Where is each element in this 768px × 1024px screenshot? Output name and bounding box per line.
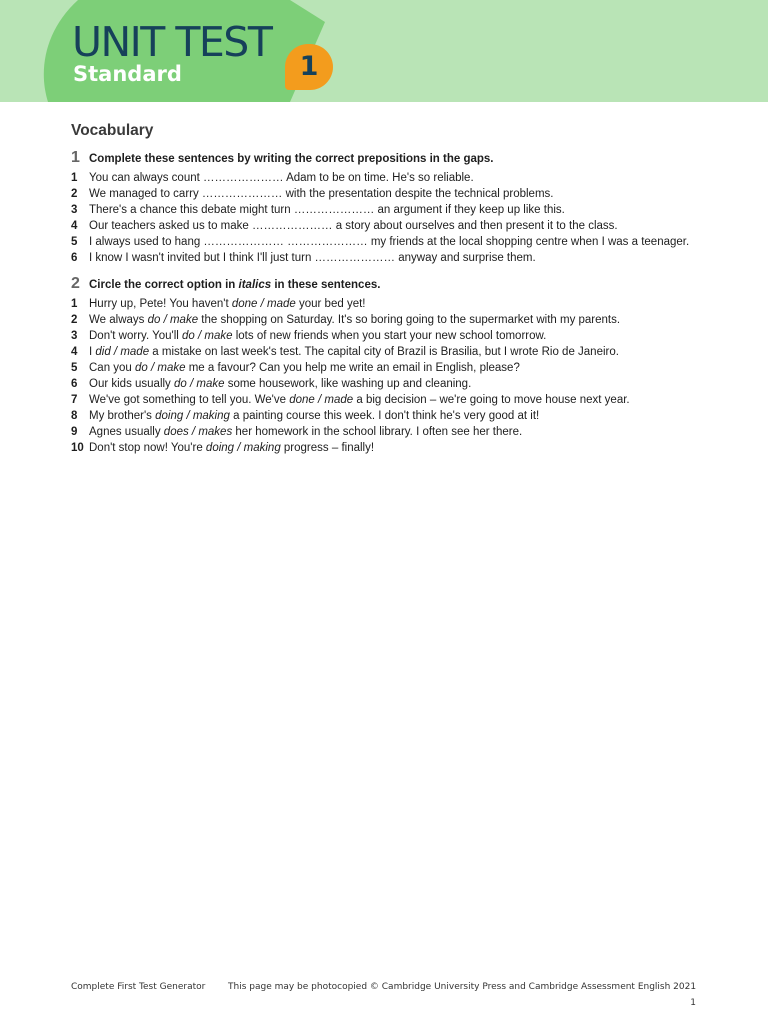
item-text-before: Agnes usually [89, 426, 164, 438]
unit-test-subtitle: Standard [73, 62, 182, 86]
item-number: 7 [71, 394, 78, 406]
exercise-instruction [89, 276, 380, 294]
item-text [89, 344, 619, 360]
item-text [89, 296, 365, 312]
item-text-before: We've got something to tell you. We've [89, 394, 290, 406]
item-text-before: Our kids usually [89, 378, 175, 390]
footer-product-name: Complete First Test Generator [71, 982, 206, 992]
item-options: doing / making [155, 410, 230, 422]
item-text [89, 376, 471, 392]
exercise-header [71, 149, 711, 168]
item-text-before: I [89, 346, 96, 358]
item-text-after: her homework in the school library. I often see her there. [232, 426, 523, 438]
item-text [89, 440, 374, 456]
exercise-item [71, 392, 711, 408]
item-text-after: lots of new friends when you start your new school tomorrow. [232, 330, 547, 342]
exercise-2 [71, 275, 711, 456]
item-number: 9 [71, 426, 78, 438]
item-number: 4 [71, 346, 78, 358]
item-text-before: Can you [89, 362, 136, 374]
item-text-after: a painting course this week. I don't think he's very good at it! [229, 410, 540, 422]
item-options: do / make [147, 314, 199, 326]
item-number: 2 [71, 314, 78, 326]
item-options: done / made [231, 298, 296, 310]
item-text [89, 360, 520, 376]
item-text-after: me a favour? Can you help me write an email in English, please? [185, 362, 520, 374]
page-number: 1 [690, 998, 696, 1008]
item-options: did / made [95, 346, 150, 358]
instruction-text: in these sentences. [271, 279, 381, 291]
item-text-after: some housework, like washing up and cleaning. [224, 378, 472, 390]
item-text-after: a big decision – we're going to move house next year. [353, 394, 630, 406]
item-options: do / make [174, 378, 225, 390]
exercise-item [71, 344, 711, 360]
exercise-item [71, 328, 711, 344]
item-text-before: We always [89, 314, 148, 326]
exercise-item [71, 360, 711, 376]
test-content [71, 122, 711, 456]
exercise-item [71, 408, 711, 424]
exercise-item [71, 202, 711, 218]
exercise-item [71, 234, 711, 250]
item-number: 4 [71, 220, 78, 232]
exercise-item [71, 218, 711, 234]
item-number: 6 [71, 378, 78, 390]
item-number: 6 [71, 252, 78, 264]
exercise-header [71, 275, 711, 294]
exercise-item [71, 186, 711, 202]
item-text [89, 392, 630, 408]
item-number: 2 [71, 188, 78, 200]
item-text: We managed to carry ………………… with the presentation despite the technical problems. [89, 188, 554, 200]
item-options: done / made [289, 394, 354, 406]
exercise-number: 2 [71, 275, 80, 292]
item-text-after: a mistake on last week's test. The capital city of Brazil is Brasilia, but I wrote Rio de Janeiro. [149, 346, 619, 358]
instruction-italic-word: italics [238, 279, 272, 291]
item-number: 3 [71, 204, 78, 216]
exercise-1 [71, 149, 711, 266]
item-text-before: Don't stop now! You're [89, 442, 206, 454]
exercise-item [71, 440, 711, 456]
item-text [89, 312, 620, 328]
item-text-after: progress – finally! [280, 442, 375, 454]
item-text-after: your bed yet! [295, 298, 366, 310]
item-text-after: the shopping on Saturday. It's so boring going to the supermarket with my parents. [198, 314, 621, 326]
exercise-item [71, 296, 711, 312]
exercise-items [71, 170, 711, 266]
exercise-item [71, 424, 711, 440]
footer-copyright: This page may be photocopied © Cambridge University Press and Cambridge Assessment English 2021 [228, 982, 697, 992]
item-text: I know I wasn't invited but I think I'll just turn ………………… anyway and surprise them. [89, 252, 536, 264]
item-number: 5 [71, 236, 78, 248]
item-text [89, 328, 546, 344]
exercise-item [71, 376, 711, 392]
item-number: 8 [71, 410, 78, 422]
item-options: doing / making [205, 442, 281, 454]
item-text: There's a chance this debate might turn ………………… an argument if they keep up like this. [89, 204, 565, 216]
item-number: 3 [71, 330, 78, 342]
item-text [89, 408, 539, 424]
item-number: 1 [71, 172, 78, 184]
item-number: 5 [71, 362, 78, 374]
exercise-item [71, 250, 711, 266]
item-number: 10 [71, 442, 84, 454]
instruction-text: Circle the correct option in [89, 279, 239, 291]
item-text [89, 424, 522, 440]
item-text: I always used to hang ………………… ………………… my friends at the local shopping centre when I was a teenager. [89, 236, 690, 248]
item-options: do / make [135, 362, 186, 374]
unit-test-title: UNIT TEST [72, 18, 272, 66]
section-heading: Vocabulary [71, 122, 154, 139]
unit-number-badge: 1 [285, 44, 333, 90]
exercise-item [71, 312, 711, 328]
exercise-number: 1 [71, 149, 80, 166]
item-text: You can always count ………………… Adam to be on time. He's so reliable. [89, 172, 474, 184]
item-text-before: Don't worry. You'll [89, 330, 183, 342]
item-text: Our teachers asked us to make ………………… a story about ourselves and then present it to the class. [89, 220, 618, 232]
exercise-instruction: Complete these sentences by writing the correct prepositions in the gaps. [89, 153, 494, 165]
exercise-item [71, 170, 711, 186]
item-text-before: Hurry up, Pete! You haven't [89, 298, 232, 310]
exercise-items [71, 296, 711, 456]
item-number: 1 [71, 298, 78, 310]
item-options: does / makes [163, 426, 233, 438]
item-text-before: My brother's [89, 410, 156, 422]
item-options: do / make [182, 330, 233, 342]
header-banner [0, 0, 768, 102]
